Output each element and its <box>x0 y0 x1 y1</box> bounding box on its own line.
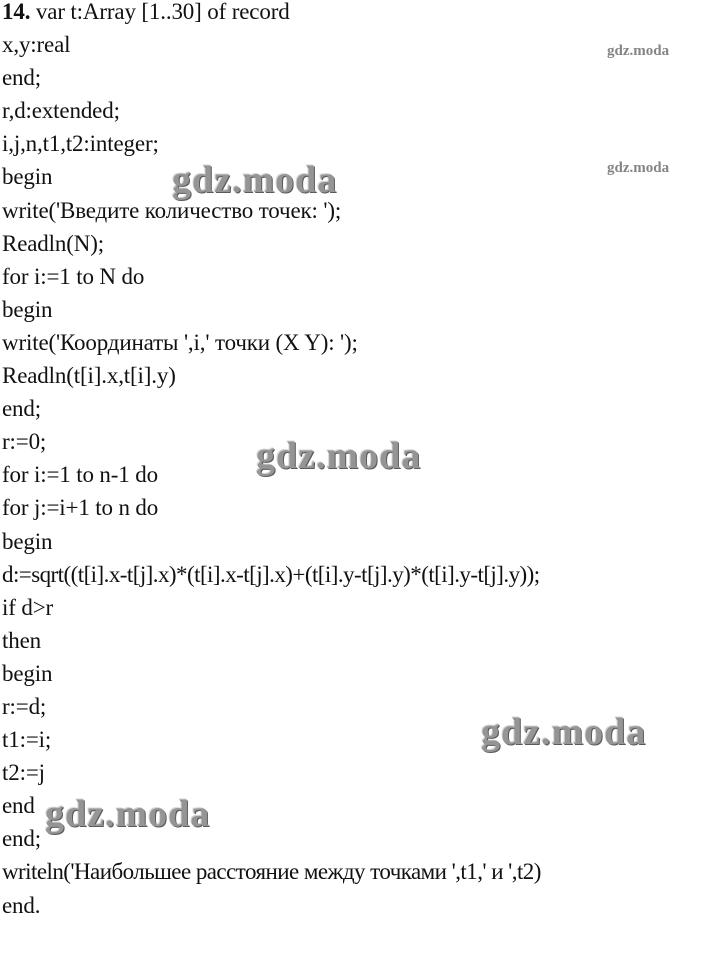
code-line-27: writeln('Наибольшее расстояние между точками ',t1,' и ',t2) <box>2 859 541 885</box>
watermark-large-bottom: gdz.moda <box>45 793 211 835</box>
code-line-4: r,d:extended; <box>2 98 120 124</box>
code-line-14: r:=0; <box>2 429 47 455</box>
code-line-7: write('Введите количество точек: '); <box>2 197 342 223</box>
watermark-small-middle: gdz.moda <box>607 160 670 176</box>
code-line-18: d:=sqrt((t[i].x-t[j].x)*(t[i].x-t[j].x)+(t[i].y-t[j].y)*(t[i].y-t[j].y)); <box>2 561 540 587</box>
code-line-15: for i:=1 to n-1 do <box>2 462 158 488</box>
code-line-28: end. <box>2 892 41 918</box>
code-text: var t:Array [1..30] of record <box>30 0 290 24</box>
code-line-23: t1:=i; <box>2 727 52 753</box>
task-number: 14. <box>2 0 31 24</box>
code-line-20: then <box>2 627 41 653</box>
code-line-25: end <box>2 793 35 819</box>
code-line-22: r:=d; <box>2 693 47 719</box>
code-line-24: t2:=j <box>2 760 45 786</box>
code-line-16: for j:=i+1 to n do <box>2 495 159 521</box>
code-line-19: if d>r <box>2 594 54 620</box>
watermark-large-top: gdz.moda <box>172 159 338 201</box>
code-line-6: begin <box>2 164 53 190</box>
code-line-11: write('Координаты ',i,' точки (X Y): '); <box>2 329 358 355</box>
watermark-large-middle: gdz.moda <box>256 435 422 477</box>
code-line-5: i,j,n,t1,t2:integer; <box>2 131 159 157</box>
code-line-1 <box>2 0 724 28</box>
code-line-9: for i:=1 to N do <box>2 263 145 289</box>
code-line-21: begin <box>2 660 53 686</box>
watermark-small-top: gdz.moda <box>607 43 670 59</box>
code-line-12: Readln(t[i].x,t[i].y) <box>2 363 176 389</box>
code-line-2: x,y:real <box>2 32 71 58</box>
code-line-8: Readln(N); <box>2 230 104 256</box>
code-line-17: begin <box>2 528 53 554</box>
code-line-13: end; <box>2 396 41 422</box>
code-line-3: end; <box>2 65 41 91</box>
watermark-large-right: gdz.moda <box>481 711 647 753</box>
code-line-26: end; <box>2 826 41 852</box>
pascal-code-listing <box>2 0 724 922</box>
code-line-10: begin <box>2 296 53 322</box>
